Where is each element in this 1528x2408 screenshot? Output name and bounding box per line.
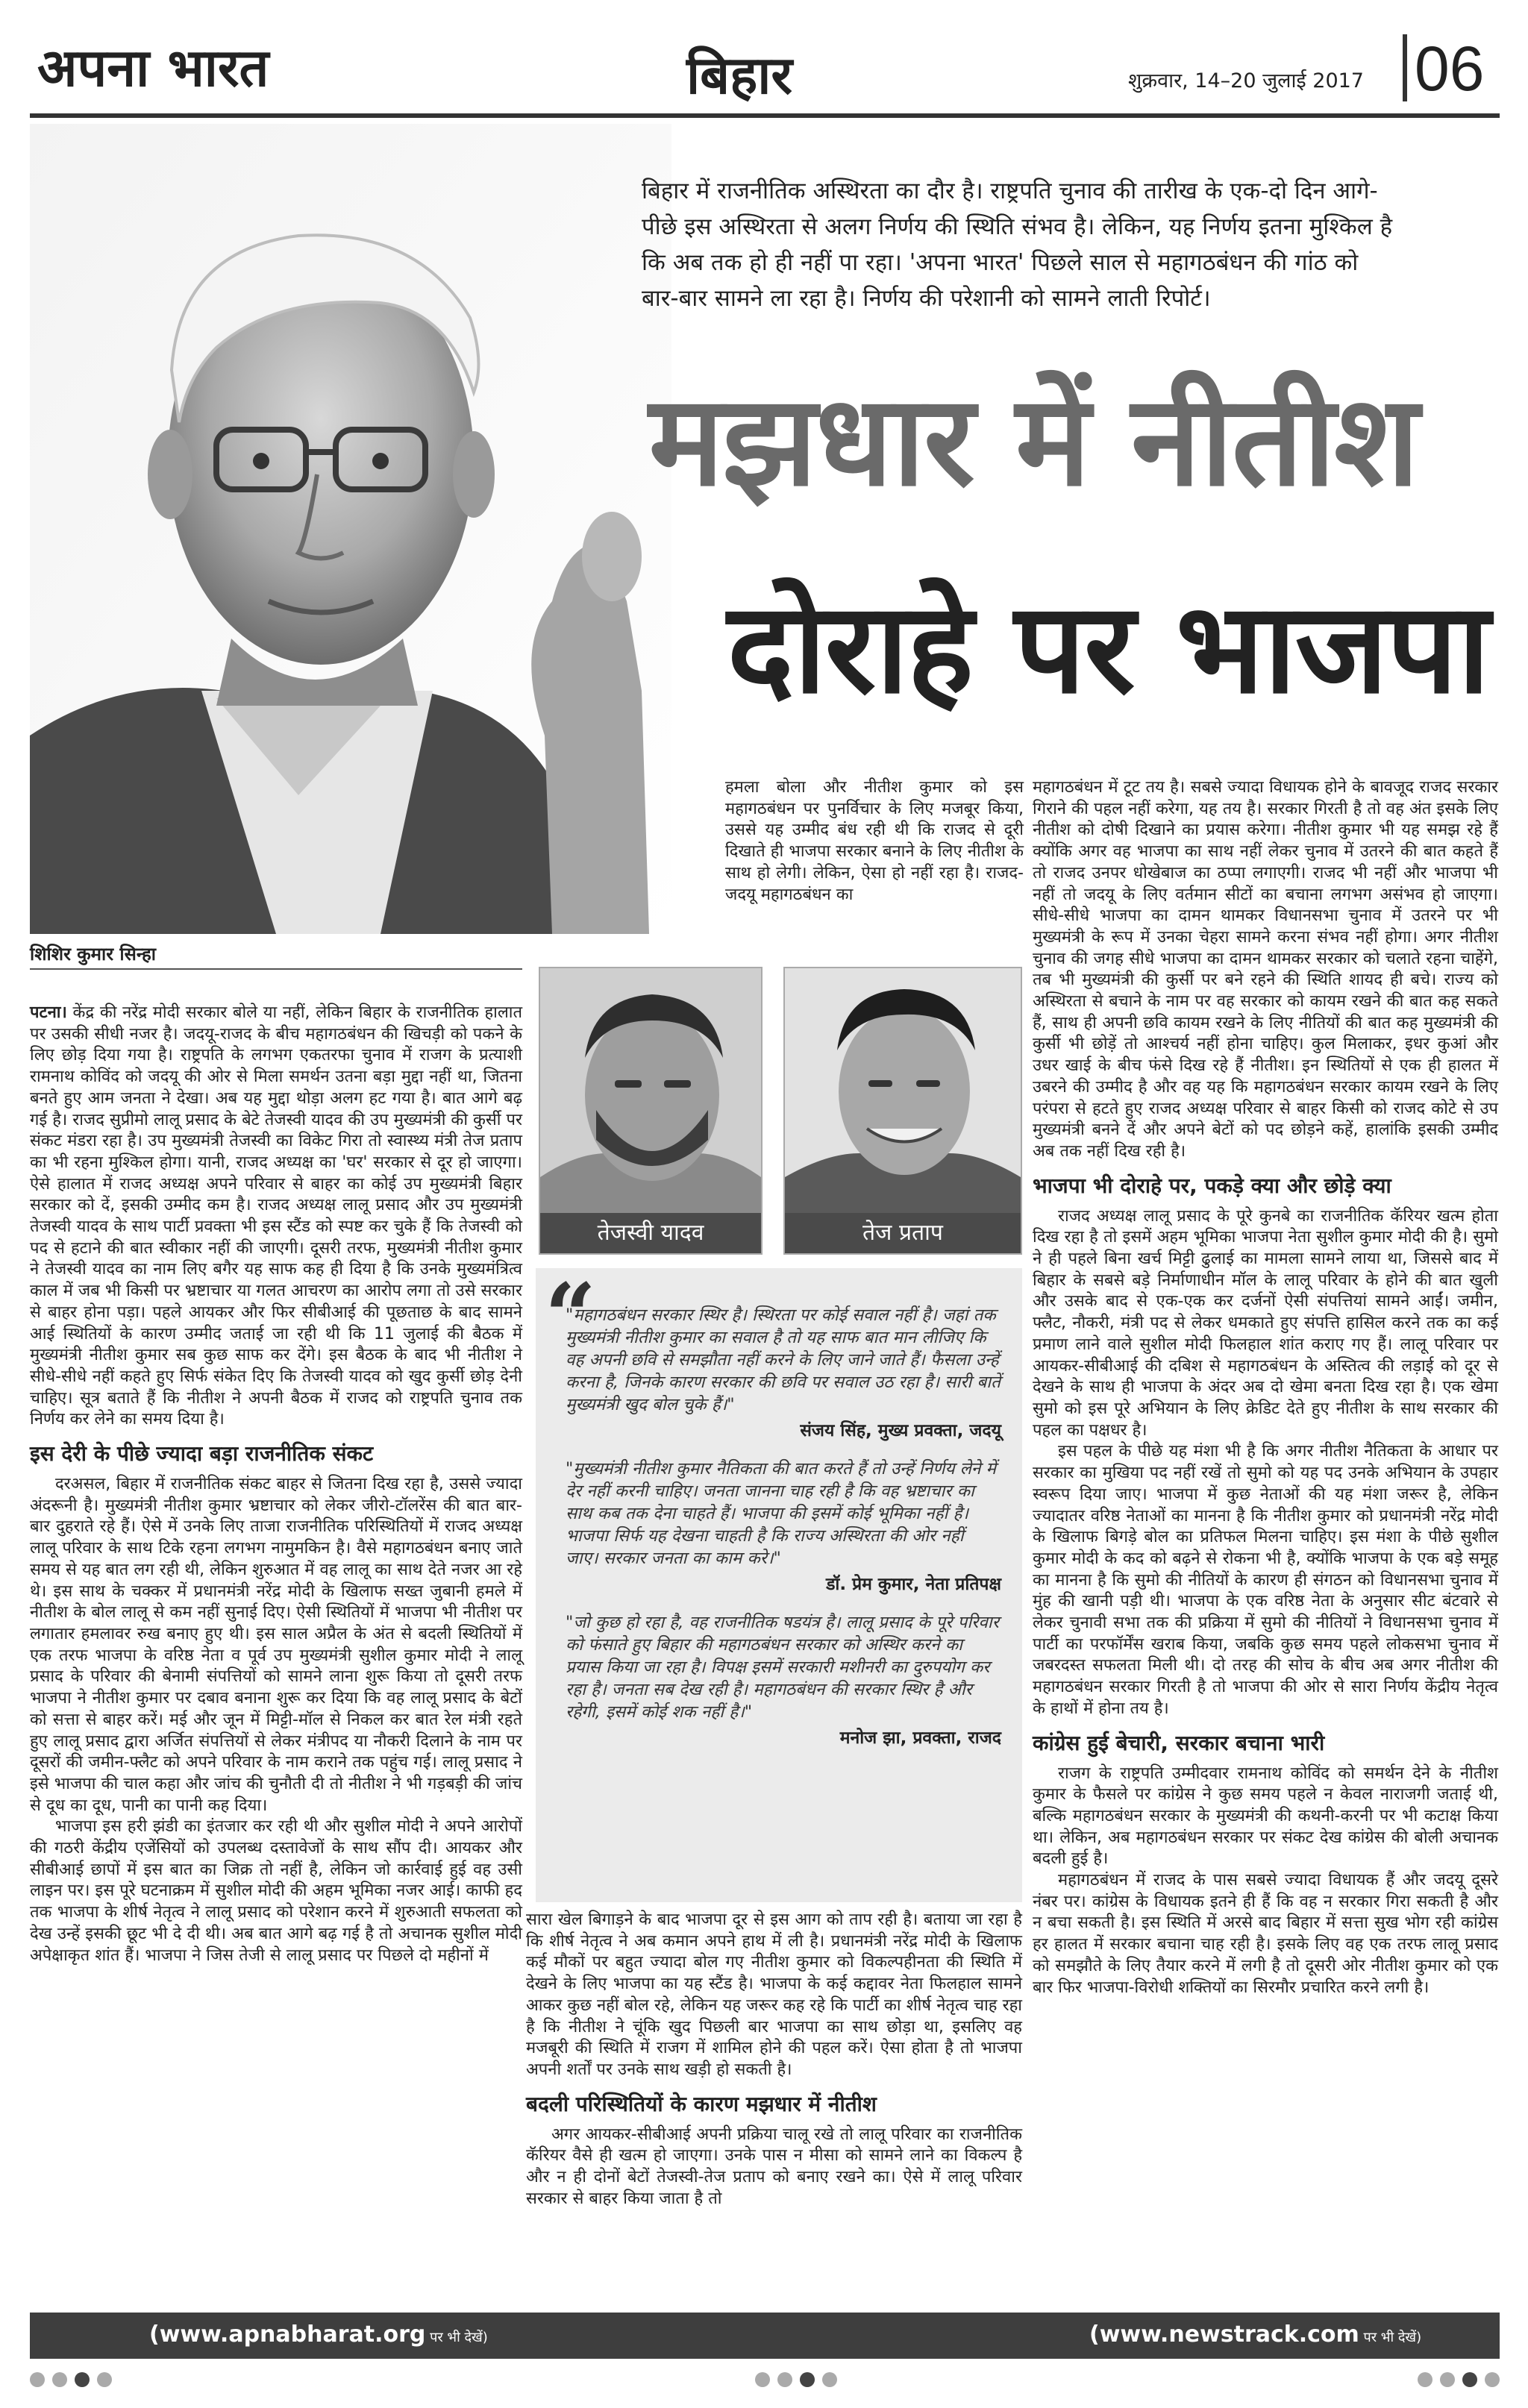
subheading: भाजपा भी दोराहे पर, पकड़े क्या और छोड़े क्या: [1033, 1173, 1391, 1198]
paragraph-text: केंद्र की नरेंद्र मोदी सरकार बोले या नहीं, लेकिन बिहार के राजनीतिक हालात पर उसकी सीधी नजर है। जदयू-राजद के बीच महागठबंधन की खिचड़ी को पकने के लिए छोड़ दिया गया है। राष्ट्रपति के लगभग एकतरफा चुनाव में राजग के प्रत्याशी रामनाथ कोविंद को जदयू की ओर से मिला समर्थन उतना बड़ा मुद्दा नहीं था, जितना बनते हुए आम जनता ने देखा। अब यह मुद्दा थोड़ा अलग हट गया है। बात आगे बढ़ गई है। राजद सुप्रीमो लालू प्रसाद के बेटे तेजस्वी यादव की उप मुख्यमंत्री की कुर्सी पर संकट मंडरा रहा है। उप मुख्यमंत्री तेजस्वी का विकेट गिरा तो स्वास्थ्य मंत्री तेज प्रताप का भी रहना मुश्किल होगा। यानी, राजद अध्यक्ष का 'घर' सरकार से दूर हो जाएगा। ऐसे हालात में राजद अध्यक्ष अपने परिवार से बाहर का कोई उप मुख्यमंत्री बिहार सरकार को दें, इसकी उम्मीद कम है। राजद अध्यक्ष लालू प्रसाद और उप मुख्यमंत्री तेजस्वी यादव के साथ पार्टी प्रवक्ता भी इस स्टैंड को स्पष्ट कर चुके हैं कि तेजस्वी को पद से हटाने की बात स्वीकार नहीं की जाएगी। दूसरी तरफ, मुख्यमंत्री नीतीश कुमार ने तेजस्वी यादव का नाम लिए बगैर यह साफ कह ही दिया है कि उनके मुख्यमंत्रित्व काल में जब भी किसी पर भ्रष्टाचार या गलत आचरण का आरोप लगा तो उसे सरकार से बाहर होना पड़ा। पहले आयकर और फिर सीबीआई की पूछताछ के बाद सामने आई स्थितियों के कारण उम्मीद जताई जा रही थी कि 11 जुलाई की बैठक में मुख्यमंत्री नीतीश कुमार सब कुछ साफ कर देंगे। इस बैठक के बाद भी नीतीश ने सीधे-सीधे नहीं कहते हुए सिर्फ संकेत दिए कि तेजस्वी यादव को खुद कुर्सी छोड़ देनी चाहिए। सूत्र बताते हैं कि नीतीश ने अपनी बैठक में राजद को राष्ट्रपति चुनाव तक निर्णय कर लेने का समय दिया है।: [30, 1003, 522, 1429]
paragraph: महागठबंधन में राजद के पास सबसे ज्यादा विधायक हैं और जदयू दूसरे नंबर पर। कांग्रेस के विधायक इतने ही हैं कि वह न सरकार गिरा सकती है और न बचा सकती है। इस स्थिति में अरसे बाद बिहार में सत्ता सुख भोग रही कांग्रेस हर हालत में सरकार बचाना चाह रही है। इसके लिए वह एक तरफ लालू प्रसाद को समझौते के लिए तैयार करने में लगी है तो दूसरी ओर नीतीश कुमार को एक बार फिर भाजपा-विरोधी शक्तियों का सिरमौर प्रचारित करने लगी है।: [1033, 1871, 1498, 1997]
paragraph: [30, 1003, 522, 1431]
paragraph: भाजपा इस हरी झंडी का इंतजार कर रही थी और सुशील मोदी ने अपने आरोपों की गठरी केंद्रीय एजेंसियों को उपलब्ध दस्तावेजों के साथ सौंप दी। आयकर और सीबीआई छापों में इस बात का जिक्र तो नहीं है, लेकिन जो कार्रवाई हुई वह उसी लाइन पर। इस पूरे घटनाक्रम में सुशील मोदी की अहम भूमिका नजर आई। काफी हद तक भाजपा के शीर्ष नेतृत्व ने लालू प्रसाद को परेशान करने में शुरुआती सफलता को देख उन्हें इसकी छूट भी दे दी थी। अब बात आगे बढ़ गई है तो अचानक सुशील मोदी अपेक्षाकृत शांत हैं। भाजपा ने जिस तेजी से लालू प्रसाद पर पिछले दो महीनों में: [30, 1817, 522, 1965]
quote-text: "महागठबंधन सरकार स्थिर है। स्थिरता पर कोई सवाल नहीं है। जहां तक मुख्यमंत्री नीतीश कुमार का सवाल है तो यह साफ बात मान लीजिए कि वह अपनी छवि से समझौता नहीं करने के लिए जाने जाते हैं। फैसला उन्हें करना है, जिनके कारण सरकार की छवि पर सवाल उठ रहा है। सारी बातें मुख्यमंत्री खुद बोल चुके हैं।": [566, 1305, 1001, 1414]
footer-url[interactable]: (www.newstrack.com: [1089, 2321, 1359, 2348]
footer-dots-right: [1418, 2372, 1500, 2390]
dateline: पटना।: [30, 1003, 67, 1022]
paragraph: अगर आयकर-सीबीआई अपनी प्रक्रिया चालू रखे तो लालू परिवार का राजनीतिक कॅरियर वैसे ही खत्म हो जाएगा। उनके पास न मीसा को सामने लाने का विकल्प है और न ही दोनों बेटों तेजस्वी-तेज प्रताप को बनाए रखने का। ऐसे में लालू परिवार सरकार से बाहर किया जाता है तो: [526, 2125, 1022, 2208]
footer-link-newstrack[interactable]: [1089, 2321, 1421, 2348]
page-number: 06: [1415, 34, 1485, 104]
article-column-2-top: [725, 777, 1024, 906]
photo-caption: तेज प्रताप: [785, 1213, 1021, 1253]
quote-source: संजय सिंह, मुख्य प्रवक्ता, जदयू: [800, 1421, 1001, 1440]
masthead-title: अपना भारत: [37, 37, 269, 98]
quote: [566, 1304, 1001, 1441]
header-rule: [30, 113, 1500, 118]
footer-dots-left: [30, 2372, 112, 2390]
portrait-image: [785, 968, 1021, 1214]
paragraph: दरअसल, बिहार में राजनीतिक संकट बाहर से जितना दिख रहा है, उससे ज्यादा अंदरूनी है। मुख्यमंत्री नीतीश कुमार भ्रष्टाचार को लेकर जीरो-टॉलरेंस की बात बार-बार दुहराते रहे हैं। ऐसे में उनके लिए ताजा राजनीतिक परिस्थितियों में राजद अध्यक्ष लालू परिवार के साथ टिके रहना लगभग नामुमकिन है। वैसे महागठबंधन बनाए जाते समय से यह बात लग रही थी, लेकिन शुरुआत में वह लालू का साथ देते नजर आ रहे थे। इस साथ के चक्कर में प्रधानमंत्री नरेंद्र मोदी के खिलाफ सख्त जुबानी हमले में नीतीश के बोल लालू से कम नहीं सुनाई दिए। ऐसी स्थितियों में भाजपा भी नीतीश पर लगातार हमलावर रुख बनाए हुए थी। इस साल अप्रैल के अंत से बदली स्थितियों में एक तरफ भाजपा के वरिष्ठ नेता व पूर्व उप मुख्यमंत्री सुशील कुमार मोदी ने लालू प्रसाद के परिवार की बेनामी संपत्तियों को सामने लाना शुरू किया तो दूसरी तरफ भाजपा ने नीतीश कुमार पर दबाव बनाना शुरू कर दिया कि वह लालू प्रसाद के बेटों को सत्ता से बाहर करें। मई और जून में मिट्टी-मॉल से निकल कर बात रेल मंत्री रहते हुए लालू प्रसाद द्वारा अर्जित संपत्तियों से लेकर मंत्रीपद या नौकरी दिलाने के नाम पर दूसरों की जमीन-फ्लैट को अपने परिवार के नाम कराने तक पहुंच गई। लालू प्रसाद ने इसे भाजपा की चाल कहा और जांच की चुनौती दी तो नीतीश ने भी गड़बड़ी की जांच से दूध का दूध, पानी का पानी कह दिया।: [30, 1475, 522, 1815]
paragraph: महागठबंधन में टूट तय है। सबसे ज्यादा विधायक होने के बावजूद राजद सरकार गिराने की पहल नहीं करेगा, यह तय है। सरकार गिरती है तो वह अंत इसके लिए नीतीश को दोषी दिखाने का प्रयास करेगा। नीतीश कुमार भी यह समझ रहे हैं क्योंकि अगर वह भाजपा का साथ नहीं लेकर चुनाव में उतरने की बात कहते हैं तो राजद उनपर धोखेबाज का ठप्पा लगाएगी। राजद भी नहीं और भाजपा भी नहीं तो जदयू के लिए वर्तमान सीटों का बचाना लगभग असंभव हो जाएगा। सीधे-सीधे भाजपा का दामन थामकर विधानसभा चुनाव में उतरने पर भी मुख्यमंत्री के रूप में उनका चेहरा सामने करना संभव नहीं होगा। अगर नीतीश चुनाव की जगह सीधे भाजपा का दामन थामकर सरकार को चलाते रहना चाहेंगे, तब भी मुख्यमंत्री की कुर्सी पर बने रहने की स्थिति शायद ही बचे। राज्य को अस्थिरता से बचाने के नाम पर वह सरकार को कायम रखने की बात कह सकते हैं, साथ ही अपनी छवि कायम रखने के लिए नीतियों की बात कह मुख्यमंत्री की कुर्सी भी छोड़ें तो आश्चर्य नहीं होना चाहिए। कुल मिलाकर, इधर कुआं और उधर खाई के बीच फंसे दिख रहे हैं नीतीश। इन स्थितियों से एक ही हालत में उबरने की उम्मीद है और वह यह कि महागठबंधन सरकार कायम रखने के लिए परंपरा से हटते हुए राजद अध्यक्ष परिवार से बाहर किसी को राजद कोटे से उप मुख्यमंत्री बनने दें और अपने बेटों को पद छोड़ने कहें, हालांकि इसकी उम्मीद अब तक नहीं दिख रही है।: [1033, 778, 1498, 1161]
dot: [52, 2372, 67, 2387]
issue-date: शुक्रवार, 14–20 जुलाई 2017: [1128, 69, 1364, 93]
paragraph: सारा खेल बिगाड़ने के बाद भाजपा दूर से इस आग को ताप रही है। बताया जा रहा है कि शीर्ष नेतृत्व ने अब कमान अपने हाथ में ली है। प्रधानमंत्री नरेंद्र मोदी के खिलाफ कई मौकों पर बहुत ज्यादा बोल गए नीतीश कुमार को विकल्पहीनता की स्थिति में देखने के लिए भाजपा का यह स्टैंड है। भाजपा के कई कद्दावर नेता फिलहाल सामने आकर कुछ नहीं बोल रहे, लेकिन यह जरूर कह रहे कि पार्टी का शीर्ष नेतृत्व चाह रहा है कि नीतीश ने चूंकि खुद पिछली बार भाजपा का साथ छोड़ा था, इसलिए वह मजबूरी की स्थिति में राजग में शामिल होने की पहल करें। ऐसा होता है तो भाजपा अपनी शर्तों पर उनके साथ खड़ी हो सकती है।: [526, 1910, 1022, 2079]
subheading: बदली परिस्थितियों के कारण मझधार में नीतीश: [526, 2091, 877, 2116]
quote-text: "जो कुछ हो रहा है, वह राजनीतिक षडयंत्र है। लालू प्रसाद के पूरे परिवार को फंसाते हुए बिहार की महागठबंधन सरकार को अस्थिर करने का प्रयास किया जा रहा है। विपक्ष इसमें सरकारी मशीनरी का दुरुपयोग कर रहा है। जनता सब देख रही है। महागठबंधन की सरकार स्थिर है और रहेगी, इसमें कोई शक नहीं है।": [566, 1613, 999, 1722]
paragraph: राजग के राष्ट्रपति उम्मीदवार रामनाथ कोविंद को समर्थन देने के नीतीश कुमार के फैसले पर कांग्रेस ने कुछ समय पहले न केवल नाराजगी जताई थी, बल्कि महागठबंधन सरकार के मुख्यमंत्री की कथनी-करनी पर भी कटाक्ष किया था। लेकिन, अब महागठबंधन सरकार पर संकट देख कांग्रेस की बोली अचानक बदली हुई है।: [1033, 1763, 1498, 1869]
dot: [800, 2372, 815, 2387]
masthead-logo: [30, 25, 358, 113]
paragraph: हमला बोला और नीतीश कुमार को इस महागठबंधन पर पुनर्विचार के लिए मजबूर किया, उससे यह उम्मीद बंध रही थी कि राजद से दूरी दिखाते ही भाजपा सरकार बनाने के लिए नीतीश के साथ हो लेगी। लेकिन, ऐसा हो नहीं रहा है। राजद-जदयू महागठबंधन का: [725, 778, 1024, 904]
footer-dots-center: [755, 2372, 837, 2390]
subheading: इस देरी के पीछे ज्यादा बड़ा राजनीतिक संकट: [30, 1441, 374, 1467]
footer-url[interactable]: (www.apnabharat.org: [149, 2321, 426, 2348]
quote-source: मनोज झा, प्रवक्ता, राजद: [839, 1728, 1001, 1748]
quote-box: [536, 1264, 1022, 1902]
intro-summary: बिहार में राजनीतिक अस्थिरता का दौर है। राष्ट्रपति चुनाव की तारीख के एक-दो दिन आगे-पीछे इस अस्थिरता से अलग निर्णय की स्थिति संभव है। लेकिन, यह निर्णय इतना मुश्किल है कि अब तक हो ही नहीं पा रहा। 'अपना भारत' पिछले साल से महागठबंधन की गांठ को बार-बार सामने ला रहा है। निर्णय की परेशानी को सामने लाती रिपोर्ट।: [642, 178, 1393, 312]
dot: [755, 2372, 770, 2387]
article-column-3: [1033, 777, 1498, 1998]
dot: [822, 2372, 837, 2387]
footer-note: पर भी देखें): [1359, 2330, 1422, 2345]
portrait-image: [540, 968, 761, 1214]
dot: [1418, 2372, 1432, 2387]
quote: [566, 1611, 1001, 1749]
header-divider: [1403, 34, 1407, 101]
headline-line-2: दोराहे पर भाजपा: [727, 574, 1489, 721]
dot: [30, 2372, 45, 2387]
photo-caption: तेजस्वी यादव: [540, 1213, 761, 1253]
dot: [97, 2372, 112, 2387]
paragraph: इस पहल के पीछे यह मंशा भी है कि अगर नीतीश नैतिकता के आधार पर सरकार का मुखिया पद नहीं रखें तो सुमो को यह पद उनके अभियान के उपहार स्वरूप दिया जाए। भाजपा में कुछ नेताओं की यह मंशा जरूर है, लेकिन ज्यादातर वरिष्ठ नेताओं का मानना है कि नीतीश कुमार को प्रधानमंत्री नरेंद्र मोदी के खिलाफ बिगड़े बोल का प्रतिफल मिलना चाहिए। इस मंशा के पीछे सुशील कुमार मोदी के कद को बढ़ने से रोकना भी है, क्योंकि भाजपा के एक बड़े समूह का मानना है कि सुमो की नीतियों के कारण ही संगठन को विधानसभा चुनाव में मुंह की खानी पड़ी थी। भाजपा के एक वरिष्ठ नेता के अनुसार सीट बंटवारे से लेकर चुनावी सभा तक की प्रक्रिया में सुमो की नीतियों ने विधानसभा चुनाव में पार्टी का परफॉर्मेंस खराब किया, जबकि कुछ समय पहले लोकसभा चुनाव में जबरदस्त सफलता मिली थी। दो तरह की सोच के बीच अब अगर नीतीश की महागठबंधन सरकार गिरती है तो भाजपा की ओर से सारा निर्णय केंद्रीय नेतृत्व के हाथों में होना तय है।: [1033, 1442, 1498, 1718]
article-column-1: [30, 1003, 522, 1966]
dot: [1440, 2372, 1455, 2387]
lead-photo: [30, 124, 671, 934]
quote-mark-icon: “: [545, 1264, 597, 1369]
article-column-2-bottom: [526, 1910, 1022, 2210]
byline-rule: [30, 968, 522, 970]
subheading: कांग्रेस हुई बेचारी, सरकार बचाना भारी: [1033, 1730, 1325, 1755]
dot: [1462, 2372, 1477, 2387]
dot: [75, 2372, 90, 2387]
dot: [1485, 2372, 1500, 2387]
footer-note: पर भी देखें): [425, 2330, 488, 2345]
footer-link-apnabharat[interactable]: [149, 2321, 488, 2348]
photo-tej-pratap: [783, 967, 1022, 1255]
paragraph: राजद अध्यक्ष लालू प्रसाद के पूरे कुनबे का राजनीतिक कॅरियर खत्म होता दिख रहा है तो इसमें अहम भूमिका भाजपा नेता सुशील कुमार मोदी की है। सुमो ने ही पहले बिना खर्च मिट्टी ढुलाई का मामला सामने लाया था, जिससे बाद में बिहार के सबसे बड़े निर्माणाधीन मॉल के लालू परिवार के होने की बात खुली और उसके बाद से एक-एक कर दर्जनों ऐसी संपत्तियां सामने आईं। जमीन, फ्लैट, नौकरी, मंत्री पद से लेकर धमकाते हुए संपत्ति हासिल करने तक का कई प्रमाण लाने वाले सुशील मोदी फिलहाल शांत कराए गए हैं। लालू परिवार पर आयकर-सीबीआई की दबिश से महागठबंधन के अस्तित्व की लड़ाई को दूर से देखने के साथ ही भाजपा के अंदर अब दो खेमा बनता दिख रहा है। एक खेमा सुमो को इस पूरे अभियान के लिए क्रेडिट देते हुए नीतीश के साथ सरकार की पहल का पक्षधर है।: [1033, 1206, 1498, 1440]
quote-text: "मुख्यमंत्री नीतीश कुमार नैतिकता की बात करते हैं तो उन्हें निर्णय लेने में देर नहीं करनी चाहिए। जनता जानना चाह रही है कि वह भ्रष्टाचार का साथ कब तक देना चाहते हैं। भाजपा की इसमें कोई भूमिका नहीं है। भाजपा सिर्फ यह देखना चाहती है कि राज्य अस्थिरता की ओर नहीं जाए। सरकार जनता का काम करे।": [566, 1459, 997, 1568]
quote-source: डॉ. प्रेम कुमार, नेता प्रतिपक्ष: [826, 1575, 1001, 1594]
dot: [777, 2372, 792, 2387]
quote: [566, 1458, 1001, 1595]
byline: शिशिर कुमार सिन्हा: [30, 944, 156, 965]
headline-line-1: मझधार में नीतीश: [648, 366, 1418, 514]
section-title: बिहार: [686, 44, 793, 106]
photo-tejashwi-yadav: [539, 967, 763, 1255]
